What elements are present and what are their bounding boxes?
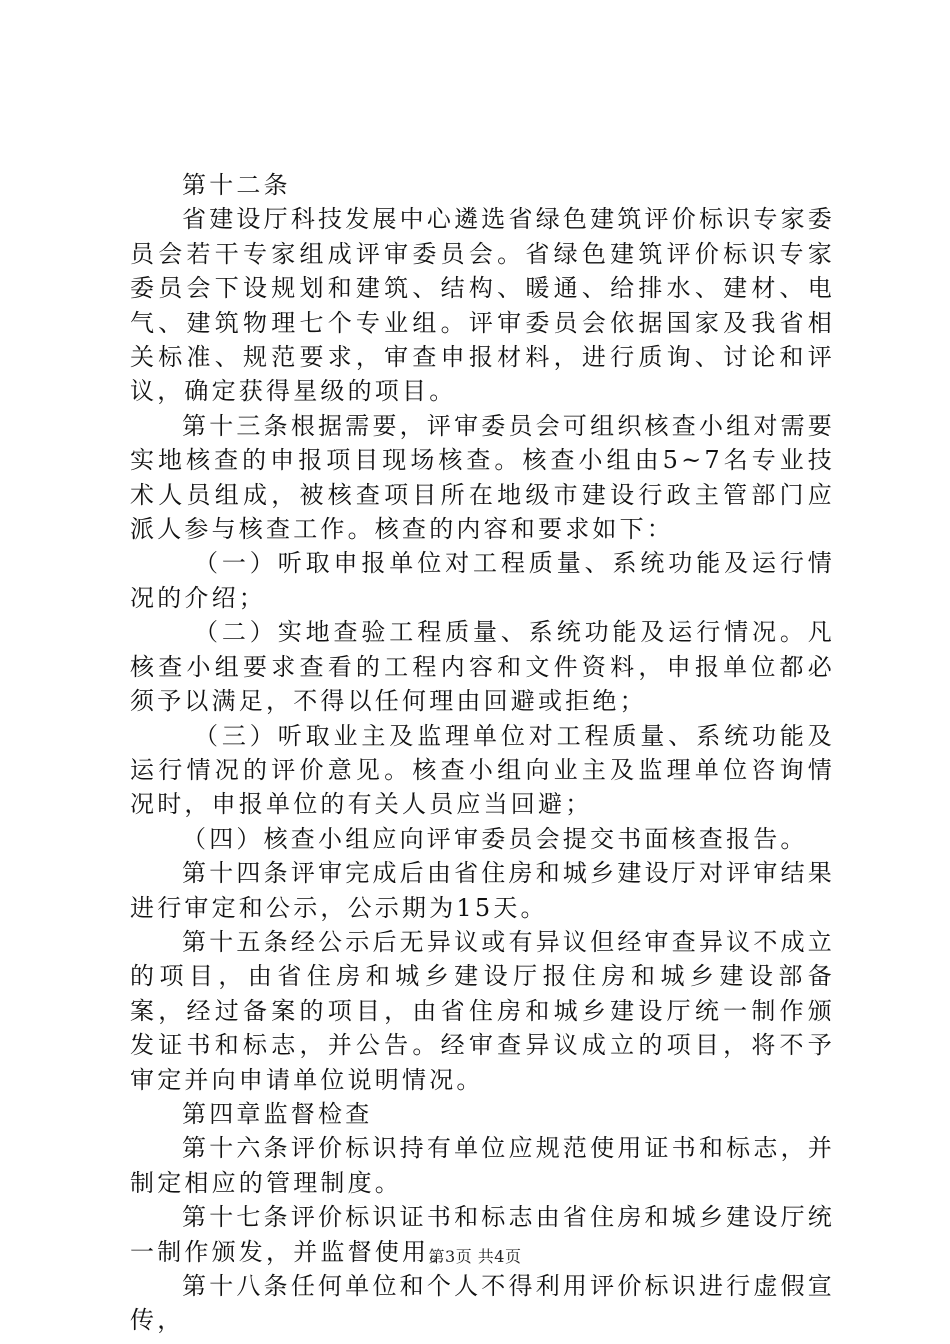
article-13-item-2: （二）实地查验工程质量、系统功能及运行情况。凡核查小组要求查看的工程内容和文件资料，申报单位都必须予以满足，不得以任何理由回避或拒绝； [130,618,835,716]
document-body [130,168,835,1338]
article-13-item-3: （三）听取业主及监理单位对工程质量、系统功能及运行情况的评价意见。核查小组向业主及监理单位咨询情况时，申报单位的有关人员应当回避； [130,721,835,819]
article-13-item-4: （四）核查小组应向评审委员会提交书面核查报告。 [182,824,808,853]
article-17: 第十七条评价标识证书和标志由省住房和城乡建设厅统一制作颁发，并监督使用。 [130,1203,835,1266]
article-14: 第十四条评审完成后由省住房和城乡建设厅对评审结果进行审定和公示，公示期为15天。 [130,859,835,922]
article-12-body: 省建设厅科技发展中心遴选省绿色建筑评价标识专家委员会若干专家组成评审委员会。省绿色建筑评价标识专家委员会下设规划和建筑、结构、暖通、给排水、建材、电气、建筑物理七个专业组。评审委员会依据国家及我省相关标准、规范要求，审查申报材料，进行质询、讨论和评议，确定获得星级的项目。 [130,205,835,406]
chapter-4-heading: 第四章监督检查 [182,1099,373,1128]
article-15: 第十五条经公示后无异议或有异议但经审查异议不成立的项目，由省住房和城乡建设厅报住房和城乡建设部备案，经过备案的项目，由省住房和城乡建设厅统一制作颁发证书和标志，并公告。经审查异议成立的项目，将不予审定并向申请单位说明情况。 [130,927,835,1094]
article-18: 第十八条任何单位和个人不得利用评价标识进行虚假宣传， [130,1272,835,1335]
article-12-heading: 第十二条 [182,171,291,199]
article-13-item-1: （一）听取申报单位对工程质量、系统功能及运行情况的介绍； [130,549,835,612]
article-16: 第十六条评价标识持有单位应规范使用证书和标志，并制定相应的管理制度。 [130,1134,835,1197]
page-number-footer: 第3页 共4页 [428,1247,522,1266]
article-13: 第十三条根据需要，评审委员会可组织核查小组对需要实地核查的申报项目现场核查。核查小组由5~7名专业技术人员组成，被核查项目所在地级市建设行政主管部门应派人参与核查工作。核查的内容和要求如下： [130,411,835,544]
